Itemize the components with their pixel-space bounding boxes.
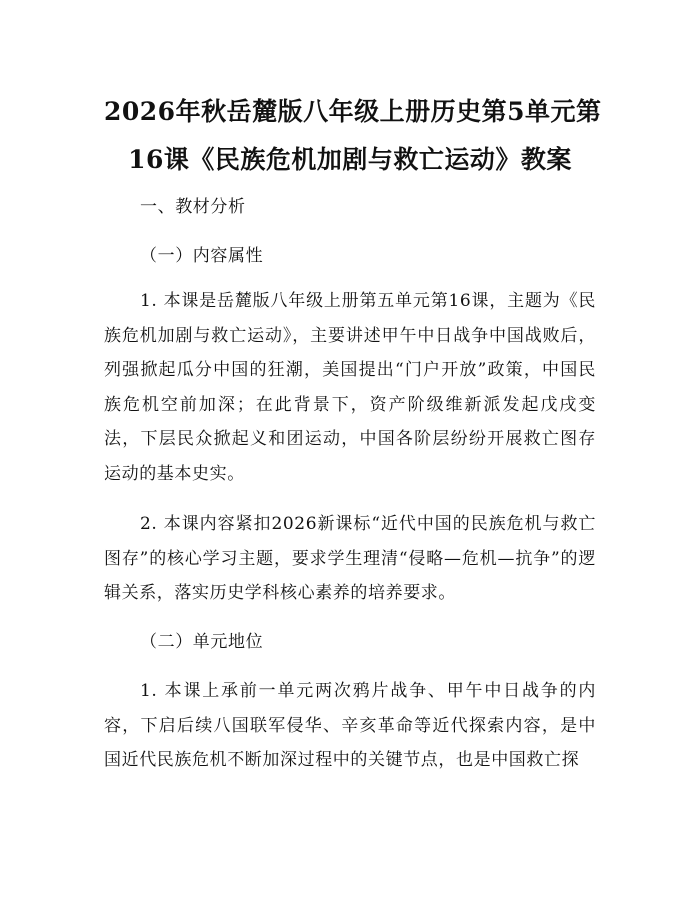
subsection-heading-content-attributes: （一）内容属性 — [140, 246, 264, 266]
paragraph-1: 1. 本课是岳麓版八年级上册第五单元第16课，主题为《民族危机加剧与救亡运动》，主要讲述甲午中日战争中国战败后，列强掀起瓜分中国的狂潮，美国提出“门户开放”政策，中国民族危机空前加深；在此背景下，资产阶级维新派发起戊戌变法，下层民众掀起义和团运动，中国各阶层纷纷开展救亡图存运动的基本史实。 — [104, 291, 596, 484]
document-title — [104, 88, 602, 184]
title-line-1: 2026年秋岳麓版八年级上册历史第5单元第 — [104, 97, 602, 126]
title-line-2: 16课《民族危机加剧与救亡运动》教案 — [128, 145, 572, 174]
subsection-heading-unit-position: （二）单元地位 — [140, 632, 264, 652]
paragraph-3: 1. 本课上承前一单元两次鸦片战争、甲午中日战争的内容，下启后续八国联军侵华、辛亥革命等近代探索内容，是中国近代民族危机不断加深过程中的关键节点，也是中国救亡探 — [104, 681, 596, 770]
section-heading-textbook-analysis: 一、教材分析 — [140, 197, 246, 217]
paragraph-2: 2. 本课内容紧扣2026新课标“近代中国的民族危机与救亡图存”的核心学习主题，要求学生理清“侵略—危机—抗争”的逻辑关系，落实历史学科核心素养的培养要求。 — [104, 514, 596, 603]
